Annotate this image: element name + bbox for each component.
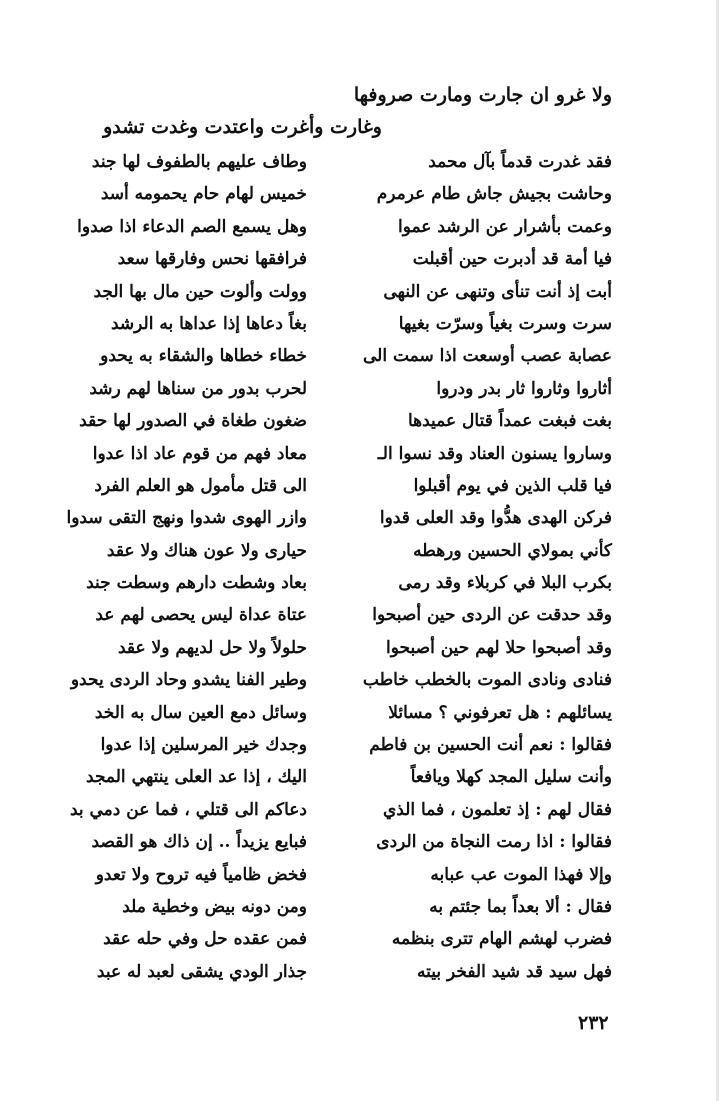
second-hemistich: بعاد وشطت دارهم وسطت جند xyxy=(86,573,307,594)
first-hemistich: فقالوا : نعم أنت الحسين بن فاطم xyxy=(369,735,612,756)
first-hemistich: وأنت سليل المجد كهلا ويافعاً xyxy=(410,767,612,788)
second-hemistich: وسائل دمع العين سال به الخد xyxy=(94,702,307,723)
second-hemistich: دعاكم الى قتلي ، فما عن دمي بد xyxy=(69,799,307,820)
poem-couplet xyxy=(0,408,719,440)
first-hemistich: عصابة عصب أوسعت اذا سمت الى xyxy=(362,346,612,367)
poem-couplet xyxy=(0,376,719,408)
intro-line-1: ولا غرو ان جارت ومارت صروفها xyxy=(353,84,612,106)
second-hemistich: معاد فهم من قوم عاد اذا عدوا xyxy=(92,443,307,464)
second-hemistich: وطاف عليهم بالطفوف لها جند xyxy=(91,152,307,172)
first-hemistich: فقال لهم : إذ تعلمون ، فما الذي xyxy=(383,799,612,820)
second-hemistich: ضغون طغاة في الصدور لها حقد xyxy=(79,411,307,432)
poem-couplet xyxy=(0,732,719,764)
second-hemistich: بغاً دعاها إذا عداها به الرشد xyxy=(111,313,307,334)
second-hemistich: فرافقها نحس وفارقها سعد xyxy=(117,249,307,270)
first-hemistich: وساروا يسنون العناد وقد نسوا الـ xyxy=(377,443,612,464)
second-hemistich: لحرب بدور من سناها لهم رشد xyxy=(89,378,307,399)
poem-couplet xyxy=(0,894,719,926)
poem-couplet xyxy=(0,246,719,278)
second-hemistich: خطاء خطاها والشقاء به يحدو xyxy=(100,346,307,367)
second-hemistich: حيارى ولا عون هناك ولا عقد xyxy=(106,540,307,561)
first-hemistich: فنادى ونادى الموت بالخطب خاطب xyxy=(362,670,612,691)
second-hemistich: الى قتل مأمول هو العلم الفرد xyxy=(94,475,307,496)
second-hemistich: اليك ، إذا عد العلى ينتهي المجد xyxy=(86,767,307,788)
poem-couplet xyxy=(0,473,719,505)
poem-couplet xyxy=(0,959,719,991)
first-hemistich: فيا قلب الذين في يوم أقبلوا xyxy=(413,475,612,496)
first-hemistich: فهل سيد قد شيد الفخر بيته xyxy=(416,961,612,982)
second-hemistich: ومن دونه بيض وخطية ملد xyxy=(122,896,307,917)
first-hemistich: وحاشت بجيش جاش طام عرمرم xyxy=(376,184,612,205)
first-hemistich: أثاروا وثاروا ثار بدر ودروا xyxy=(436,378,612,399)
poem-couplet xyxy=(0,862,719,894)
poem-couplet xyxy=(0,700,719,732)
poem-couplet xyxy=(0,829,719,861)
poem-couplet xyxy=(0,797,719,829)
first-hemistich: فقال : ألا بعداً بما جئتم به xyxy=(429,896,612,917)
poem-couplet xyxy=(0,311,719,343)
poem-couplet xyxy=(0,764,719,796)
second-hemistich: فبايع يزيداً .. إن ذاك هو القصد xyxy=(91,832,307,853)
first-hemistich: بغت فبغت عمداً قتال عميدها xyxy=(407,411,612,432)
poem-couplet xyxy=(0,343,719,375)
second-hemistich: جذار الودي يشقى لعبد له عبد xyxy=(96,961,307,982)
second-hemistich: عتاة عداة ليس يحصى لهم عد xyxy=(95,605,307,626)
second-hemistich: وولت وألوت حين مال بها الجد xyxy=(93,281,307,302)
poem-couplet xyxy=(0,181,719,213)
first-hemistich: وقد حدقت عن الردى حين أصبحوا xyxy=(372,605,612,626)
intro-line-2: وغارت وأغرت واعتدت وغدت تشدو xyxy=(103,116,382,138)
first-hemistich: فقد غدرت قدماً بآل محمد xyxy=(428,152,612,172)
poem-couplet xyxy=(0,570,719,602)
page-number: ٢٣٢ xyxy=(578,1012,609,1034)
poem-couplet xyxy=(0,635,719,667)
second-hemistich: خميس لهام حام يحمومه أسد xyxy=(100,184,307,205)
poem-body xyxy=(0,149,719,991)
poem-couplet xyxy=(0,538,719,570)
first-hemistich: يسائلهم : هل تعرفوني ؟ مسائلا xyxy=(388,702,612,723)
first-hemistich: وقد أصبحوا حلا لهم حين أصبحوا xyxy=(386,637,612,658)
poem-couplet xyxy=(0,926,719,958)
first-hemistich: فيا أمة قد أدبرت حين أقبلت xyxy=(412,249,612,270)
first-hemistich: فضرب لهشم الهام تترى بنظمه xyxy=(391,929,612,950)
first-hemistich: فقالوا : اذا رمت النجاة من الردى xyxy=(376,832,612,853)
first-hemistich: أبت إذ أنت تنأى وتنهى عن النهى xyxy=(383,281,612,302)
second-hemistich: وهل يسمع الصم الدعاء اذا صدوا xyxy=(77,216,307,237)
poem-couplet xyxy=(0,667,719,699)
poem-couplet xyxy=(0,441,719,473)
poem-couplet xyxy=(0,214,719,246)
second-hemistich: وجدك خير المرسلين إذا عدوا xyxy=(100,735,307,756)
first-hemistich: فركن الهدى هدُّوا وقد العلى قدوا xyxy=(379,508,612,529)
first-hemistich: كأني بمولاي الحسين ورهطه xyxy=(413,540,612,561)
first-hemistich: وعمت بأشرار عن الرشد عموا xyxy=(397,216,612,237)
first-hemistich: سرت وسرت بغياً وسرّت بغيها xyxy=(398,313,612,334)
second-hemistich: حلولاً ولا حل لديهم ولا عقد xyxy=(117,637,307,658)
poem-couplet xyxy=(0,505,719,537)
poem-couplet xyxy=(0,602,719,634)
second-hemistich: فمن عقده حل وفي حله عقد xyxy=(103,929,307,950)
poem-couplet xyxy=(0,149,719,181)
first-hemistich: وإلا فهذا الموت عب عبابه xyxy=(430,864,612,885)
second-hemistich: فخض ظامياً فيه تروح ولا تعدو xyxy=(95,864,307,885)
second-hemistich: وطير الفنا يشدو وحاد الردى يحدو xyxy=(70,670,307,691)
poem-couplet xyxy=(0,279,719,311)
second-hemistich: وازر الهوى شدوا ونهج التقى سدوا xyxy=(66,508,307,529)
first-hemistich: بكرب البلا في كربلاء وقد رمى xyxy=(398,573,612,594)
